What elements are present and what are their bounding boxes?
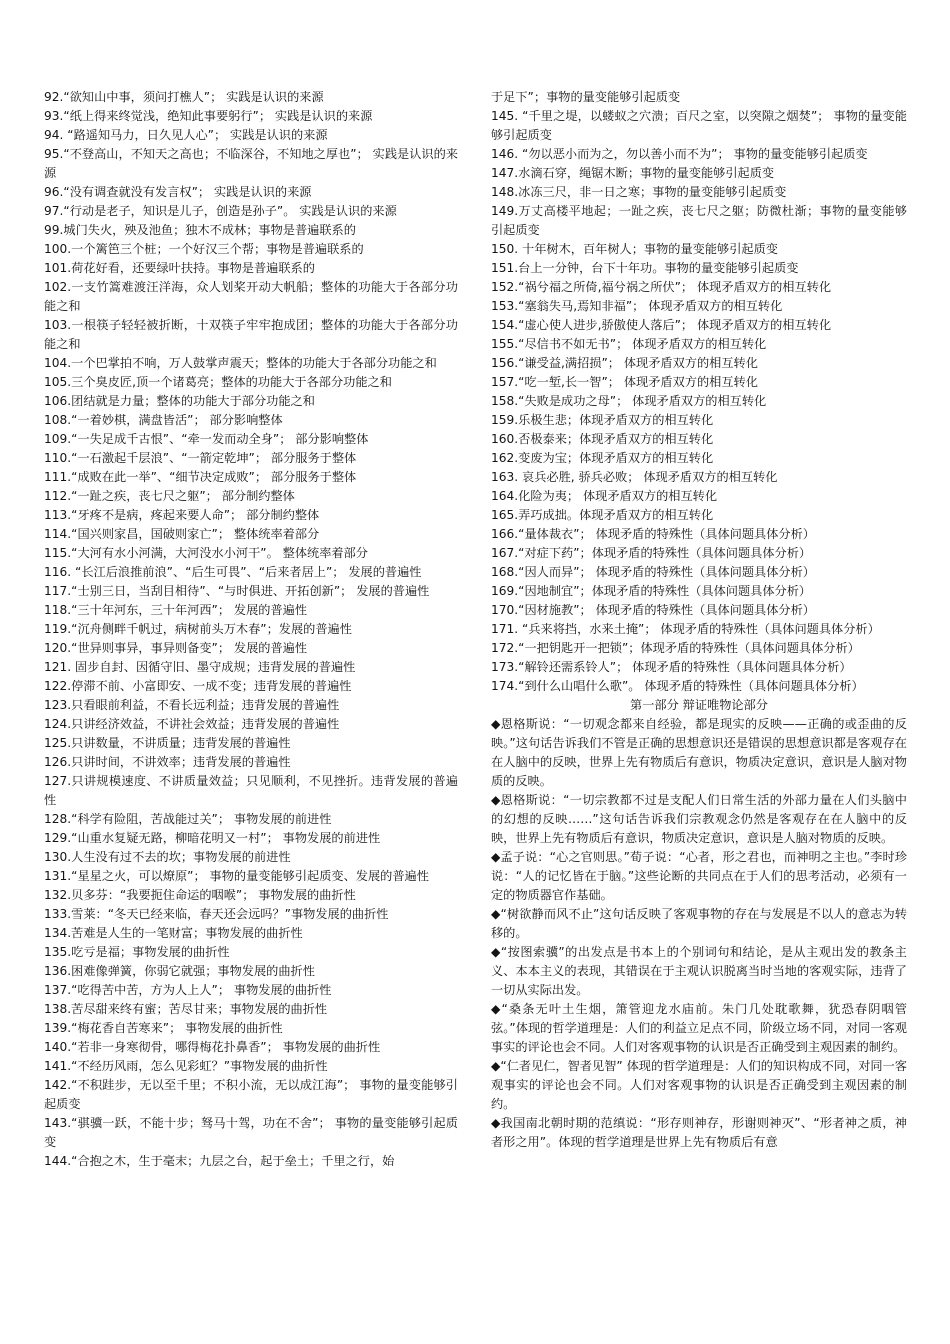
list-item: 168.“因人而异”； 体现矛盾的特殊性（具体问题具体分析）: [491, 565, 815, 579]
list-item: 133.雪莱：“冬天已经来临，春天还会远吗？”事物发展的曲折性: [44, 907, 389, 921]
list-item: 125.只讲数量，不讲质量；违背发展的普遍性: [44, 736, 291, 750]
list-item: 169.“因地制宜”；体现矛盾的特殊性（具体问题具体分析）: [491, 584, 812, 598]
list-item: 于足下”；事物的量变能够引起质变: [491, 90, 681, 104]
list-item: 134.苦难是人生的一笔财富；事物发展的曲折性: [44, 926, 303, 940]
list-item: 95.“不登高山，不知天之高也；不临深谷，不知地之厚也”； 实践是认识的来源: [44, 147, 458, 180]
list-item: 139.“梅花香自苦寒来”； 事物发展的曲折性: [44, 1021, 283, 1035]
list-item: 93.“纸上得来终觉浅，绝知此事要躬行”； 实践是认识的来源: [44, 109, 373, 123]
list-item: 92.“欲知山中事，须问打樵人”； 实践是认识的来源: [44, 90, 324, 104]
paragraph: ◆“树欲静而风不止”这句话反映了客观事物的存在与发展是不以人的意志为转移的。: [491, 907, 907, 940]
list-item: 160.否极泰来；体现矛盾双方的相互转化: [491, 432, 714, 446]
list-item: 101.荷花好看，还要绿叶扶持。事物是普遍联系的: [44, 261, 315, 275]
right-column: [491, 88, 907, 1152]
list-item: 145. “千里之堤，以蝼蚁之穴溃；百尺之室，以突隙之烟焚”； 事物的量变能够引起质变: [491, 109, 907, 142]
list-item: 166.“量体裁衣”； 体现矛盾的特殊性（具体问题具体分析）: [491, 527, 815, 541]
list-item: 156.“谦受益,满招损”； 体现矛盾双方的相互转化: [491, 356, 758, 370]
list-item: 112.“一趾之疾，丧七尺之躯”； 部分制约整体: [44, 489, 295, 503]
paragraph: ◆“仁者见仁，智者见智” 体现的哲学道理是：人们的知识构成不同，对同一客观事实的评论也会不同。人们对客观事物的认识是否正确受到主观因素的制约。: [491, 1059, 907, 1111]
list-item: 147.水滴石穿，绳锯木断；事物的量变能够引起质变: [491, 166, 775, 180]
list-item: 130.人生没有过不去的坎；事物发展的前进性: [44, 850, 291, 864]
list-item: 154.“虚心使人进步,骄傲使人落后”； 体现矛盾双方的相互转化: [491, 318, 832, 332]
list-item: 104.一个巴掌拍不响，万人鼓掌声震天；整体的功能大于各部分功能之和: [44, 356, 437, 370]
list-item: 158.“失败是成功之母”； 体现矛盾双方的相互转化: [491, 394, 767, 408]
list-item: 128.“科学有险阻，苦战能过关”； 事物发展的前进性: [44, 812, 332, 826]
list-item: 113.“牙疼不是病，疼起来要人命”； 部分制约整体: [44, 508, 320, 522]
list-item: 173.“解铃还需系铃人”； 体现矛盾的特殊性（具体问题具体分析）: [491, 660, 852, 674]
list-item: 142.“不积跬步，无以至千里；不积小流，无以成江海”； 事物的量变能够引起质变: [44, 1078, 458, 1111]
list-item: 135.吃亏是福；事物发展的曲折性: [44, 945, 230, 959]
list-item: 151.台上一分钟，台下十年功。事物的量变能够引起质变: [491, 261, 799, 275]
list-item: 122.停滞不前、小富即安、一成不变；违背发展的普遍性: [44, 679, 352, 693]
section-heading: 第一部分 辩证唯物论部分: [630, 698, 768, 712]
list-item: 138.苦尽甜来终有蜜；苦尽甘来；事物发展的曲折性: [44, 1002, 328, 1016]
list-item: 121. 固步自封、因循守旧、墨守成规；违背发展的普遍性: [44, 660, 356, 674]
list-item: 116. “长江后浪推前浪”、“后生可畏”、“后来者居上”； 发展的普遍性: [44, 565, 422, 579]
list-item: 109.“一失足成千古恨”、“牵一发而动全身”； 部分影响整体: [44, 432, 369, 446]
list-item: 126.只讲时间，不讲效率；违背发展的普遍性: [44, 755, 291, 769]
list-item: 174.“到什么山唱什么歌”。 体现矛盾的特殊性（具体问题具体分析）: [491, 679, 864, 693]
list-item: 155.“尽信书不如无书”； 体现矛盾双方的相互转化: [491, 337, 767, 351]
list-item: 102.一支竹篙难渡汪洋海，众人划桨开动大帆船；整体的功能大于各部分功能之和: [44, 280, 458, 313]
list-item: 103.一根筷子轻轻被折断，十双筷子牢牢抱成团；整体的功能大于各部分功能之和: [44, 318, 458, 351]
list-item: 165.弄巧成拙。体现矛盾双方的相互转化: [491, 508, 714, 522]
list-item: 118.“三十年河东，三十年河西”； 发展的普遍性: [44, 603, 308, 617]
list-item: 120.“世异则事异，事异则备变”； 发展的普遍性: [44, 641, 308, 655]
list-item: 171. “兵来将挡，水来土掩”； 体现矛盾的特殊性（具体问题具体分析）: [491, 622, 880, 636]
list-item: 143.“骐骥一跃，不能十步；驽马十驾，功在不舍”； 事物的量变能够引起质变: [44, 1116, 458, 1149]
list-item: 123.只看眼前利益，不看长远利益；违背发展的普遍性: [44, 698, 340, 712]
paragraph: ◆孟子说：“心之官则思。”荀子说：“心者，形之君也，而神明之主也。”李时珍说：“人的记忆皆在于脑。”这些论断的共同点在于人们的思考活动，必须有一定的物质器官作基础。: [491, 850, 907, 902]
list-item: 97.“行动是老子，知识是儿子，创造是孙子”。 实践是认识的来源: [44, 204, 397, 218]
paragraph: ◆恩格斯说：“一切宗教都不过是支配人们日常生活的外部力量在人们头脑中的幻想的反映……”这句话告诉我们宗教观念仍然是客观存在在人脑中的反映，世界上先有物质后有意识，物质决定意识，意识是人脑对物质的反映。: [491, 793, 907, 845]
left-column: [44, 88, 458, 1171]
list-item: 108.“一着妙棋，满盘皆活”； 部分影响整体: [44, 413, 283, 427]
list-item: 148.冰冻三尺，非一日之寒；事物的量变能够引起质变: [491, 185, 787, 199]
list-item: 100.一个篱笆三个桩；一个好汉三个帮；事物是普遍联系的: [44, 242, 364, 256]
list-item: 140.“若非一身寒彻骨，哪得梅花扑鼻香”； 事物发展的曲折性: [44, 1040, 381, 1054]
list-item: 136.困难像弹簧，你弱它就强；事物发展的曲折性: [44, 964, 315, 978]
list-item: 115.“大河有水小河满，大河没水小河干”。 整体统率着部分: [44, 546, 368, 560]
list-item: 132.贝多芬：“我要扼住命运的咽喉”； 事物发展的曲折性: [44, 888, 356, 902]
list-item: 110.“一石激起千层浪”、“一箭定乾坤”； 部分服务于整体: [44, 451, 357, 465]
list-item: 164.化险为夷； 体现矛盾双方的相互转化: [491, 489, 718, 503]
list-item: 131.“星星之火，可以燎原”； 事物的量变能够引起质变、发展的普遍性: [44, 869, 429, 883]
list-item: 111.“成败在此一举”、“细节决定成败”； 部分服务于整体: [44, 470, 357, 484]
list-item: 119.“沉舟侧畔千帆过，病树前头万木春”；发展的普遍性: [44, 622, 352, 636]
list-item: 153.“塞翁失马,焉知非福”； 体现矛盾双方的相互转化: [491, 299, 783, 313]
list-item: 149.万丈高楼平地起；一趾之疾，丧七尺之躯；防微杜渐；事物的量变能够引起质变: [491, 204, 907, 237]
list-item: 117.“士别三日，当刮目相待”、“与时俱进、开拓创新”； 发展的普遍性: [44, 584, 430, 598]
paragraph: ◆“按图索骥”的出发点是书本上的个别词句和结论，是从主观出发的教条主义、本本主义的表现，其错误在于主观认识脱离当时当地的客观实际，违背了一切从实际出发。: [491, 945, 907, 997]
list-item: 96.“没有调查就没有发言权”； 实践是认识的来源: [44, 185, 312, 199]
list-item: 137.“吃得苦中苦，方为人上人”； 事物发展的曲折性: [44, 983, 332, 997]
list-item: 146. “勿以恶小而为之，勿以善小而不为”； 事物的量变能够引起质变: [491, 147, 868, 161]
list-item: 157.“吃一堑,长一智”； 体现矛盾双方的相互转化: [491, 375, 758, 389]
list-item: 152.“祸兮福之所倚,福兮祸之所伏”； 体现矛盾双方的相互转化: [491, 280, 832, 294]
list-item: 141.“不经历风雨，怎么见彩虹？”事物发展的曲折性: [44, 1059, 328, 1073]
paragraph: ◆我国南北朝时期的范缜说：“形存则神存，形谢则神灭”、“形者神之质，神者形之用”。体现的哲学道理是世界上先有物质后有意: [491, 1116, 907, 1149]
list-item: 124.只讲经济效益，不讲社会效益；违背发展的普遍性: [44, 717, 340, 731]
list-item: 170.“因材施教”； 体现矛盾的特殊性（具体问题具体分析）: [491, 603, 815, 617]
list-item: 167.“对症下药”；体现矛盾的特殊性（具体问题具体分析）: [491, 546, 812, 560]
list-item: 144.“合抱之木，生于毫末；九层之台，起于垒土；千里之行，始: [44, 1154, 395, 1168]
list-item: 106.团结就是力量；整体的功能大于部分功能之和: [44, 394, 315, 408]
list-item: 114.“国兴则家昌，国破则家亡”； 整体统率着部分: [44, 527, 320, 541]
list-item: 150. 十年树木，百年树人；事物的量变能够引起质变: [491, 242, 778, 256]
list-item: 129.“山重水复疑无路，柳暗花明又一村”； 事物发展的前进性: [44, 831, 381, 845]
list-item: 127.只讲规模速度、不讲质量效益；只见顺利，不见挫折。违背发展的普遍性: [44, 774, 458, 807]
list-item: 159.乐极生悲；体现矛盾双方的相互转化: [491, 413, 714, 427]
list-item: 105.三个臭皮匠,顶一个诸葛亮；整体的功能大于各部分功能之和: [44, 375, 392, 389]
paragraph: ◆恩格斯说：“一切观念都来自经验，都是现实的反映——正确的或歪曲的反映。”这句话告诉我们不管是正确的思想意识还是错误的思想意识都是客观存在在人脑中的反映，世界上先有物质后有意识，物质决定意识，意识是人脑对物质的反映。: [491, 717, 907, 788]
list-item: 94. “路遥知马力，日久见人心”； 实践是认识的来源: [44, 128, 328, 142]
paragraph: ◆“桑条无叶土生烟，箫管迎龙水庙前。朱门几处耽歌舞，犹恐春阴咽管弦。”体现的哲学道理是：人们的利益立足点不同，阶级立场不同，对同一客观事实的评论也会不同。人们对客观事物的认识是否正确受到主观因素的制约。: [491, 1002, 907, 1054]
list-item: 163. 哀兵必胜, 骄兵必败； 体现矛盾双方的相互转化: [491, 470, 778, 484]
list-item: 162.变废为宝；体现矛盾双方的相互转化: [491, 451, 714, 465]
list-item: 172.“一把钥匙开一把锁”；体现矛盾的特殊性（具体问题具体分析）: [491, 641, 860, 655]
list-item: 99.城门失火，殃及池鱼；独木不成林；事物是普遍联系的: [44, 223, 356, 237]
